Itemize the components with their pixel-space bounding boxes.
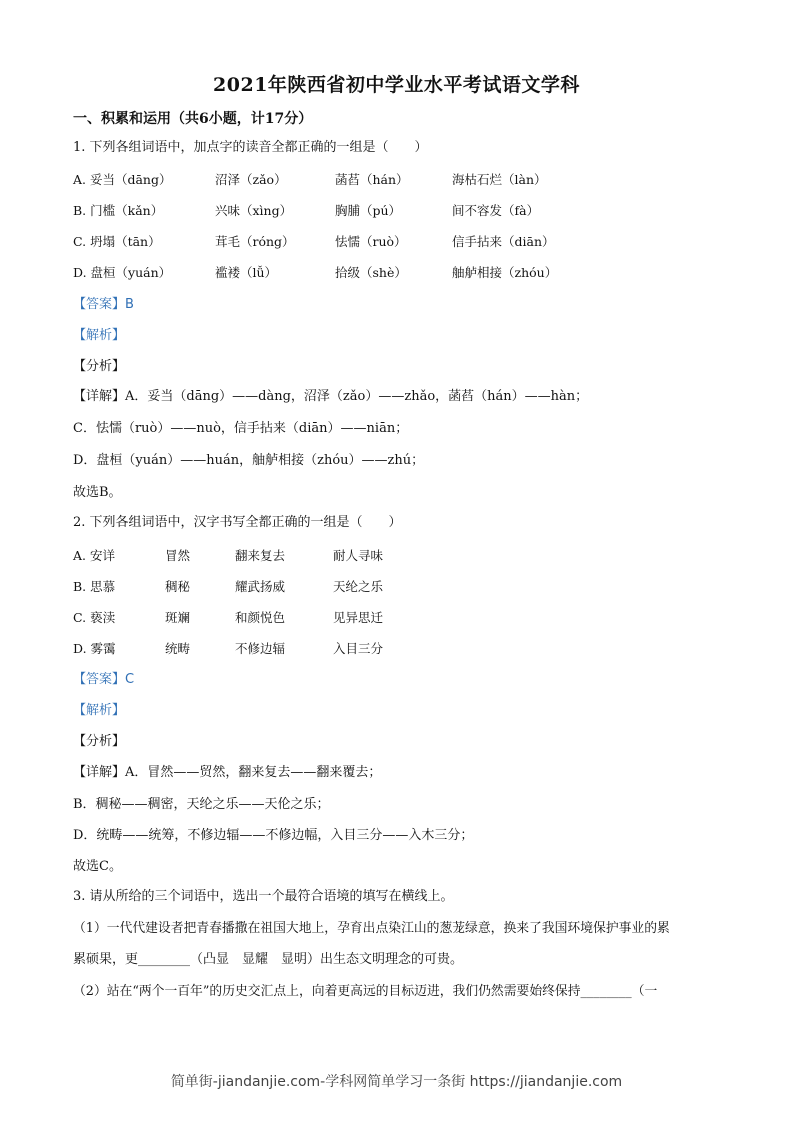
q2-option-4-4: 入目三分 bbox=[333, 641, 384, 656]
q2-option-4-1: D. 雾霭 bbox=[73, 641, 116, 656]
q2-option-3-1: C. 亵渎 bbox=[73, 610, 116, 625]
q2-conclusion: 故选C。 bbox=[73, 859, 122, 874]
page-footer-watermark: 简单街-jiandanjie.com-学科网简单学习一条街 https://jiandanjie.com bbox=[170, 1074, 623, 1090]
q2-fenxi: 【分析】 bbox=[73, 734, 126, 749]
q3-part2-line1: （2）站在“两个一百年”的历史交汇点上，向着更高远的目标迈进，我们仍然需要始终保持________（一 bbox=[73, 984, 658, 999]
question-2-stem: 2. 下列各组词语中，汉字书写全都正确的一组是（ ） bbox=[73, 515, 402, 530]
q1-fenxi: 【分析】 bbox=[73, 359, 126, 374]
answer-tag: 【答案】 bbox=[73, 672, 126, 687]
q2-option-1-3: 翻来复去 bbox=[235, 548, 286, 563]
q2-option-1-2: 冒然 bbox=[165, 548, 191, 563]
q1-option-3-1: C. 坍塌（tān） bbox=[73, 234, 161, 249]
answer-value: C bbox=[125, 672, 135, 687]
section-heading: 一、积累和运用（共6小题，计17分） bbox=[73, 111, 313, 127]
q1-option-1-4: 海枯石烂（làn） bbox=[452, 172, 547, 187]
q2-detail-a: 【详解】A．冒然——贸然，翻来复去——翻来覆去； bbox=[73, 765, 382, 780]
q1-option-2-2: 兴味（xìng） bbox=[215, 203, 293, 218]
q2-detail-b: B．稠秘——稠密，天纶之乐——天伦之乐； bbox=[73, 797, 330, 812]
q2-option-1-1: A. 安详 bbox=[73, 548, 115, 563]
q2-option-4-2: 统畴 bbox=[165, 641, 191, 656]
q1-option-2-4: 间不容发（fà） bbox=[452, 203, 540, 218]
q1-option-4-3: 拾级（shè） bbox=[335, 265, 407, 280]
q2-option-2-4: 天纶之乐 bbox=[333, 579, 384, 594]
q1-option-4-2: 褴褛（lǚ） bbox=[215, 265, 278, 280]
q2-option-3-3: 和颜悦色 bbox=[235, 610, 286, 625]
q1-option-2-3: 胸脯（pú） bbox=[335, 203, 402, 218]
page-title: 2021年陕西省初中学业水平考试语文学科 bbox=[213, 74, 580, 96]
question-3-stem: 3. 请从所给的三个词语中，选出一个最符合语境的填写在横线上。 bbox=[73, 889, 454, 904]
q3-part1-line2: 累硕果，更________（凸显 显耀 显明）出生态文明理念的可贵。 bbox=[73, 952, 464, 967]
q2-option-2-2: 稠秘 bbox=[165, 579, 191, 594]
q1-option-1-2: 沼泽（zǎo） bbox=[215, 172, 287, 187]
answer-tag: 【答案】 bbox=[73, 297, 126, 312]
q2-option-2-3: 耀武扬威 bbox=[235, 579, 286, 594]
q2-answer bbox=[73, 671, 134, 689]
q1-detail-d: D．盘桓（yuán）——huán，舳舻相接（zhóu）——zhú； bbox=[73, 453, 425, 468]
q3-part1-line1: （1）一代代建设者把青春播撒在祖国大地上，孕育出点染江山的葱茏绿意，换来了我国环境保护事业的累 bbox=[73, 921, 670, 936]
q2-detail-d: D．统畴——统筹，不修边辐——不修边幅，入目三分——入木三分； bbox=[73, 828, 474, 843]
q1-detail-a: 【详解】A．妥当（dāng）——dàng，沼泽（zǎo）——zhǎo，菡萏（hán）——hàn； bbox=[73, 389, 589, 404]
q1-option-1-1: A. 妥当（dāng） bbox=[73, 172, 172, 187]
answer-value: B bbox=[125, 297, 134, 312]
q1-option-3-3: 怯懦（ruò） bbox=[335, 234, 407, 249]
q1-option-1-3: 菡萏（hán） bbox=[335, 172, 409, 187]
q1-conclusion: 故选B。 bbox=[73, 485, 122, 500]
q1-option-3-2: 茸毛（róng） bbox=[215, 234, 295, 249]
q1-option-3-4: 信手拈来（diān） bbox=[452, 234, 555, 249]
q2-option-3-4: 见异思迁 bbox=[333, 610, 384, 625]
q1-option-4-1: D. 盘桓（yuán） bbox=[73, 265, 172, 280]
q1-answer bbox=[73, 296, 134, 314]
question-1-stem: 1. 下列各组词语中，加点字的读音全都正确的一组是（ ） bbox=[73, 140, 428, 155]
q2-option-2-1: B. 思慕 bbox=[73, 579, 116, 594]
q2-option-4-3: 不修边辐 bbox=[235, 641, 286, 656]
q2-option-3-2: 斑斓 bbox=[165, 610, 191, 625]
q1-analysis-tag: 【解析】 bbox=[73, 328, 126, 343]
q2-analysis-tag: 【解析】 bbox=[73, 703, 126, 718]
q1-option-4-4: 舳舻相接（zhóu） bbox=[452, 265, 558, 280]
q1-detail-c: C．怯懦（ruò）——nuò，信手拈来（diān）——niān； bbox=[73, 421, 409, 436]
q1-option-2-1: B. 门槛（kǎn） bbox=[73, 203, 164, 218]
q2-option-1-4: 耐人寻味 bbox=[333, 548, 384, 563]
